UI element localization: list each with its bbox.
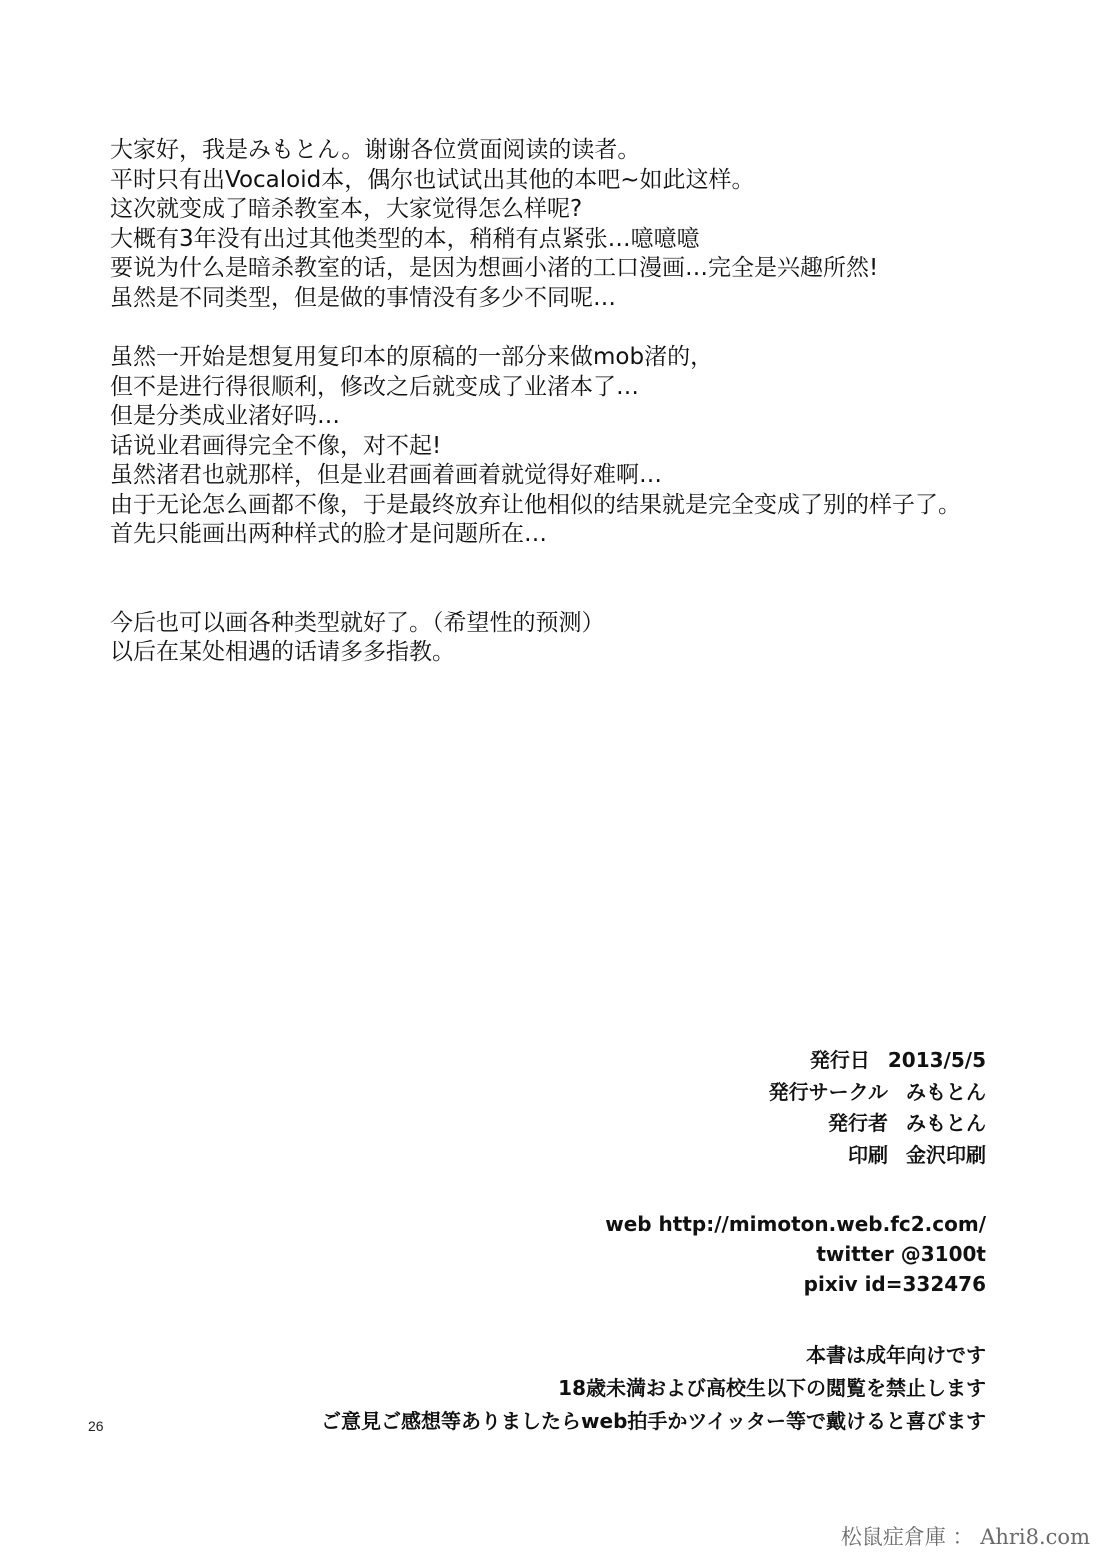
text-line: 但不是进行得很顺利，修改之后就变成了业渚本了… bbox=[110, 373, 639, 400]
web-url: web http://mimoton.web.fc2.com/ bbox=[605, 1212, 986, 1236]
text-line: 虽然一开始是想复用复印本的原稿的一部分来做mob渚的， bbox=[110, 344, 714, 370]
site-watermark: 松鼠症倉庫 ： Ahri8.com bbox=[840, 1525, 1090, 1549]
publisher-label: 発行者 bbox=[828, 1111, 888, 1135]
page-number: 26 bbox=[88, 1418, 104, 1434]
text-line: 首先只能画出两种样式的脸才是问题所在… bbox=[110, 521, 547, 547]
afterword-text bbox=[110, 136, 1090, 668]
circle-label: 発行サークル bbox=[768, 1079, 888, 1104]
text-line: 虽然渚君也就那样，但是业君画着画着就觉得好难啊… bbox=[110, 462, 662, 488]
feedback-notice: ご意見ご感想等ありましたらweb拍手かツイッター等で戴けると喜びます bbox=[321, 1409, 986, 1433]
text-line: 平时只有出Vocaloid本，偶尔也试试出其他的本吧~如此这样。 bbox=[110, 166, 755, 193]
text-line: 话说业君画得完全不像，对不起! bbox=[110, 432, 442, 459]
text-line: 以后在某处相遇的话请多多指教。 bbox=[110, 639, 455, 665]
text-line: 虽然是不同类型，但是做的事情没有多少不同呢… bbox=[110, 284, 616, 311]
text-line: 但是分类成业渚好吗… bbox=[110, 403, 340, 429]
printer-value: 金沢印刷 bbox=[906, 1142, 986, 1167]
publisher-value: みもとん bbox=[906, 1111, 986, 1135]
afterword-paragraph bbox=[110, 343, 1090, 550]
publish-date-label: 発行日 bbox=[809, 1048, 870, 1072]
text-line: 这次就变成了暗杀教室本，大家觉得怎么样呢? bbox=[110, 196, 583, 222]
text-line: 今后也可以画各种类型就好了。（希望性的预测） bbox=[110, 609, 605, 636]
adult-notice: 本書は成年向けです bbox=[806, 1343, 986, 1367]
printer-label: 印刷 bbox=[848, 1142, 888, 1167]
text-line: 大家好，我是みもとん。谢谢各位赏面阅读的读者。 bbox=[110, 137, 641, 163]
age-restriction-notice: 18歳未満および高校生以下の閲覧を禁止します bbox=[558, 1376, 986, 1400]
contact-block bbox=[321, 1209, 986, 1299]
circle-row bbox=[321, 1077, 986, 1109]
circle-value: みもとん bbox=[906, 1079, 986, 1104]
text-line: 大概有3年没有出过其他类型的本，稍稍有点紧张…噫噫噫 bbox=[110, 225, 700, 252]
colophon bbox=[321, 1045, 986, 1438]
twitter-handle: twitter @3100t bbox=[816, 1242, 986, 1266]
afterword-paragraph bbox=[110, 609, 1090, 668]
text-line: 要说为什么是暗杀教室的话，是因为想画小渚的工口漫画…完全是兴趣所然! bbox=[110, 255, 879, 281]
pixiv-id: pixiv id=332476 bbox=[803, 1272, 986, 1296]
text-line: 由于无论怎么画都不像，于是最终放弃让他相似的结果就是完全变成了别的样子了。 bbox=[110, 491, 961, 518]
publish-date-value: 2013/5/5 bbox=[887, 1048, 986, 1072]
printer-row bbox=[321, 1140, 986, 1172]
notice-block bbox=[321, 1339, 986, 1438]
afterword-paragraph bbox=[110, 136, 1090, 313]
publisher-row bbox=[321, 1108, 986, 1140]
publish-date-row bbox=[321, 1045, 986, 1077]
